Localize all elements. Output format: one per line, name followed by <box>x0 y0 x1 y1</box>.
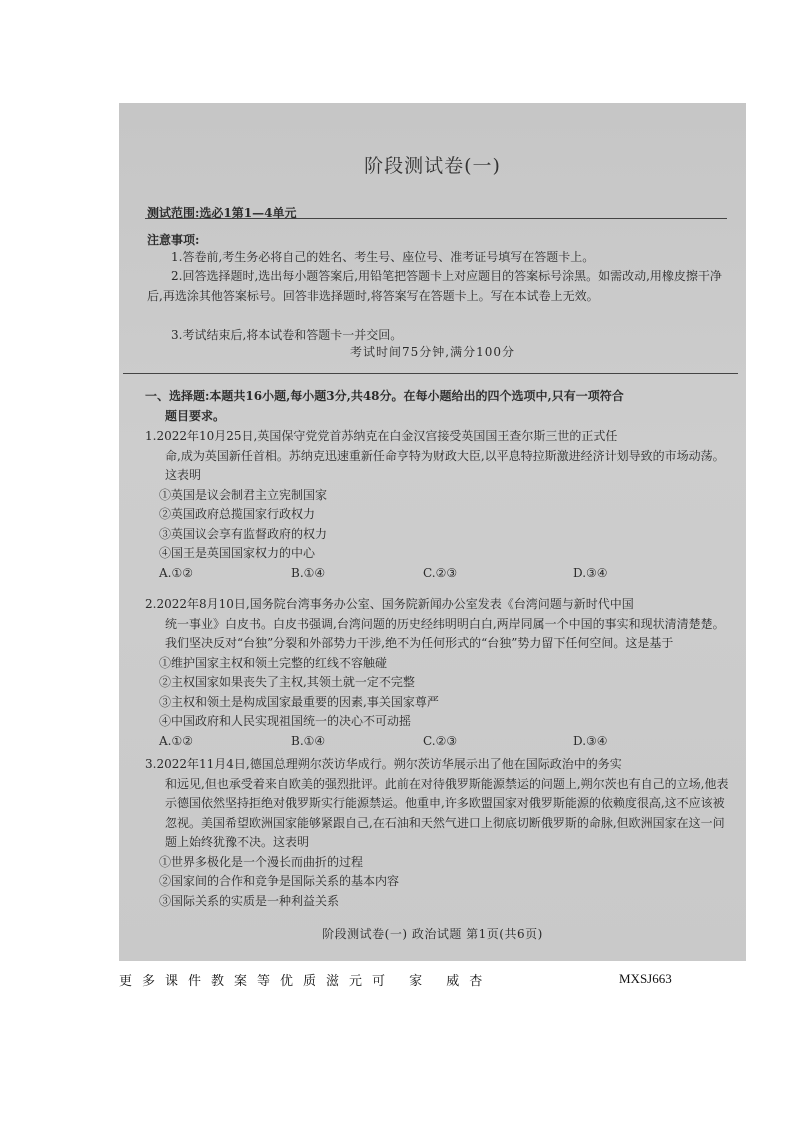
question-3: 3.2022年11月4日,德国总理朔尔茨访华成行。朔尔茨访华展示出了他在国际政治中的务实 和远见,但也承受着来自欧美的强烈批评。此前在对待俄罗斯能源禁运的问题上,朔尔茨也有自己的立场,他表示德国依然坚持拒绝对俄罗斯实行能源禁运。他重申,许多欧盟国家对俄罗斯能源的依赖度很高,这不应该被忽视。美国希望欧洲国家能够紧跟自己,在石油和天然气进口上彻底切断俄罗斯的命脉,但欧洲国家在这一问题上始终犹豫不决。这表明 ①世界多极化是一个漫长而曲折的过程 ②国家间的合作和竞争是国际关系的基本内容 ③国际关系的实质是一种利益关系 <box>145 755 733 911</box>
watermark-text: 更多课件教案等优质滋元可 家 威杏 <box>119 974 493 989</box>
option: ①英国是议会制君主立宪制国家 <box>159 487 328 502</box>
option: ④国王是英国国家权力的中心 <box>159 546 316 560</box>
option: ②国家间的合作和竞争是国际关系的基本内容 <box>159 874 400 888</box>
exam-paper-photo <box>119 103 746 961</box>
test-scope: 测试范围:选必1第1—4单元 <box>147 206 297 220</box>
option: ①维护国家主权和领土完整的红线不容触碰 <box>159 655 388 670</box>
option: ③国际关系的实质是一种利益关系 <box>159 893 340 908</box>
question-2: 2.2022年8月10日,国务院台湾事务办公室、国务院新闻办公室发表《台湾问题与新时代中国 统一事业》白皮书。白皮书强调,台湾问题的历史经纬明明白白,两岸同属一个中国的事实和现状清清楚楚。我们坚决反对“台独”分裂和外部势力干涉,绝不为任何形式的“台独”势力留下任何空间。这是基于 ①维护国家主权和领土完整的红线不容触碰 ②主权国家如果丧失了主权,其领土就一定不完整 ③主权和领土是构成国家最重要的因素,事关国家尊严 ④中国政府和人民实现祖国统一的决心不可动摇 A.①② B.①④ C.②③ D.③④ <box>145 595 733 751</box>
notice-heading: 注意事项: <box>147 233 200 247</box>
page-footer: 阶段测试卷(一) 政治试题 第1页(共6页) <box>322 927 543 941</box>
divider <box>123 373 738 374</box>
exam-info: 考试时间75分钟,满分100分 <box>350 345 515 359</box>
paper-title: 阶段测试卷(一) <box>364 155 501 177</box>
option: ④中国政府和人民实现祖国统一的决心不可动摇 <box>159 714 412 728</box>
option: ②英国政府总揽国家行政权力 <box>159 507 316 521</box>
divider <box>145 218 727 219</box>
watermark-code: MXSJ663 <box>619 971 672 986</box>
note-2: 2.回答选择题时,选出每小题答案后,用铅笔把答题卡上对应题目的答案标号涂黑。如需改动,用橡皮擦干净后,再选涂其他答案标号。回答非选择题时,将答案写在答题卡上。写在本试卷上无效。 <box>147 269 722 303</box>
option: ①世界多极化是一个漫长而曲折的过程 <box>159 854 364 869</box>
option: ③主权和领土是构成国家最重要的因素,事关国家尊严 <box>159 694 439 709</box>
option: ②主权国家如果丧失了主权,其领土就一定不完整 <box>159 675 415 689</box>
answer-choices: A.①② B.①④ C.②③ D.③④ <box>159 565 608 580</box>
note-1: 1.答卷前,考生务必将自己的姓名、考生号、座位号、准考证号填写在答题卡上。 <box>171 250 595 264</box>
answer-choices: A.①② B.①④ C.②③ D.③④ <box>159 733 608 748</box>
note-3: 3.考试结束后,将本试卷和答题卡一并交回。 <box>171 328 403 342</box>
section-heading: 一、选择题:本题共16小题,每小题3分,共48分。在每小题给出的四个选项中,只有一项符合 题目要求。 <box>145 389 624 423</box>
question-1: 1.2022年10月25日,英国保守党党首苏纳克在白金汉宫接受英国国王查尔斯三世的正式任 命,成为英国新任首相。苏纳克迅速重新任命亨特为财政大臣,以平息特拉斯激进经济计划导致的市场动荡。这表明 ①英国是议会制君主立宪制国家 ②英国政府总揽国家行政权力 ③英国议会享有监督政府的权力 ④国王是英国国家权力的中心 A.①② B.①④ C.②③ D.③④ <box>145 427 733 583</box>
option: ③英国议会享有监督政府的权力 <box>159 526 328 541</box>
